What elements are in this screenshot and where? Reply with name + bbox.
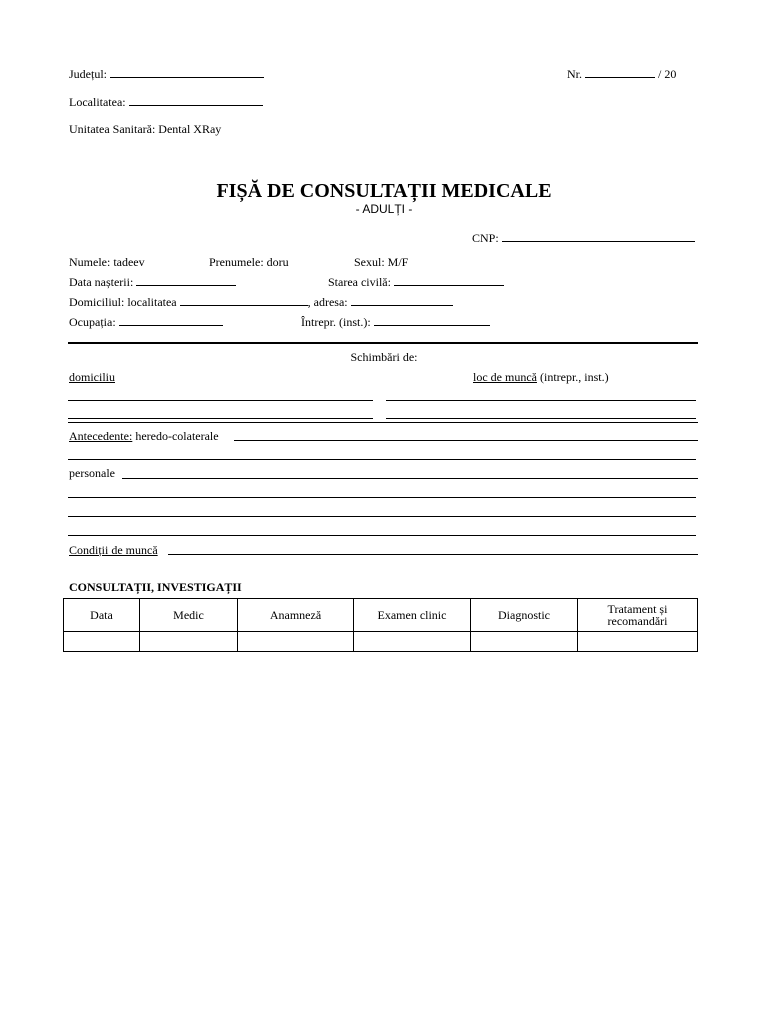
conditii-line[interactable] xyxy=(168,554,698,555)
antecedente-label: Antecedente: xyxy=(69,429,133,443)
consult-title: CONSULTAȚII, INVESTIGAȚII xyxy=(69,580,242,594)
adresa-blank[interactable] xyxy=(351,294,453,306)
col-anamneza: Anamneză xyxy=(238,599,354,632)
judet-label: Județul: xyxy=(69,67,107,81)
section-divider xyxy=(68,342,698,344)
domiciliu-field xyxy=(69,294,453,309)
data-nasterii-label: Data nașterii: xyxy=(69,275,134,289)
localitate-label: Localitatea: xyxy=(69,95,126,109)
personale-label: personale xyxy=(69,466,115,480)
patient-sex: Sexul: M/F xyxy=(354,255,409,269)
cnp-label: CNP: xyxy=(472,231,499,245)
domiciliu-line-1[interactable] xyxy=(68,400,373,401)
intrepr-blank[interactable] xyxy=(374,314,490,326)
domiciliu-blank[interactable] xyxy=(180,294,308,306)
consult-header-row xyxy=(64,599,698,632)
adresa-label: , adresa: xyxy=(307,295,348,309)
personale-line-3[interactable] xyxy=(68,516,696,517)
loc-munca-label: loc de muncă xyxy=(473,370,537,384)
patient-nume: Numele: tadeev xyxy=(69,255,145,269)
table-cell[interactable] xyxy=(64,632,140,652)
heredo-label: heredo-colaterale xyxy=(135,429,219,443)
nr-field xyxy=(567,66,676,81)
changes-domiciliu: domiciliu xyxy=(69,370,115,384)
localitate-blank[interactable] xyxy=(129,94,263,106)
consult-table xyxy=(63,598,698,652)
localitate-field xyxy=(69,94,263,109)
ocupatia-field xyxy=(69,314,223,329)
patient-prenume: Prenumele: doru xyxy=(209,255,289,269)
heredo-line-2[interactable] xyxy=(68,459,696,460)
col-examen-clinic: Examen clinic xyxy=(354,599,471,632)
table-cell[interactable] xyxy=(354,632,471,652)
unitate-sanitara: Unitatea Sanitară: Dental XRay xyxy=(69,122,222,136)
ocupatia-label: Ocupația: xyxy=(69,315,116,329)
antecedente-field xyxy=(69,429,219,443)
domiciliu-label: Domiciliul: localitatea xyxy=(69,295,177,309)
page-title: FIȘĂ DE CONSULTAȚII MEDICALE xyxy=(216,180,552,202)
col-diagnostic: Diagnostic xyxy=(471,599,578,632)
ocupatia-blank[interactable] xyxy=(119,314,223,326)
page-subtitle: - ADULȚI - xyxy=(355,202,413,216)
data-nasterii-blank[interactable] xyxy=(136,274,236,286)
nr-label: Nr. xyxy=(567,67,582,81)
stare-civila-blank[interactable] xyxy=(394,274,504,286)
col-tratament: Tratament și recomandări xyxy=(578,599,698,632)
domiciliu-line-2[interactable] xyxy=(68,418,373,419)
stare-civila-label: Starea civilă: xyxy=(328,275,391,289)
changes-loc-munca xyxy=(473,370,609,384)
changes-divider xyxy=(68,422,698,423)
table-cell[interactable] xyxy=(471,632,578,652)
cnp-field xyxy=(472,230,695,245)
nr-suffix: / 20 xyxy=(658,67,677,81)
intrepr-field xyxy=(301,314,490,329)
data-nasterii-field xyxy=(69,274,236,289)
personale-line[interactable] xyxy=(122,478,698,479)
col-medic: Medic xyxy=(140,599,238,632)
loc-munca-line-2[interactable] xyxy=(386,418,696,419)
cnp-blank[interactable] xyxy=(502,230,695,242)
stare-civila-field xyxy=(328,274,504,289)
personale-line-4[interactable] xyxy=(68,535,696,536)
table-cell[interactable] xyxy=(238,632,354,652)
changes-title: Schimbări de: xyxy=(350,350,418,364)
loc-munca-suffix: (intrepr., inst.) xyxy=(539,370,609,384)
nr-blank[interactable] xyxy=(585,66,655,78)
table-cell[interactable] xyxy=(140,632,238,652)
judet-field xyxy=(69,66,264,81)
personale-line-2[interactable] xyxy=(68,497,696,498)
conditii-label: Condiții de muncă xyxy=(69,543,158,557)
loc-munca-line-1[interactable] xyxy=(386,400,696,401)
table-cell[interactable] xyxy=(578,632,698,652)
col-data: Data xyxy=(64,599,140,632)
heredo-line[interactable] xyxy=(234,440,698,441)
intrepr-label: Întrepr. (inst.): xyxy=(301,315,371,329)
table-row xyxy=(64,632,698,652)
judet-blank[interactable] xyxy=(110,66,264,78)
